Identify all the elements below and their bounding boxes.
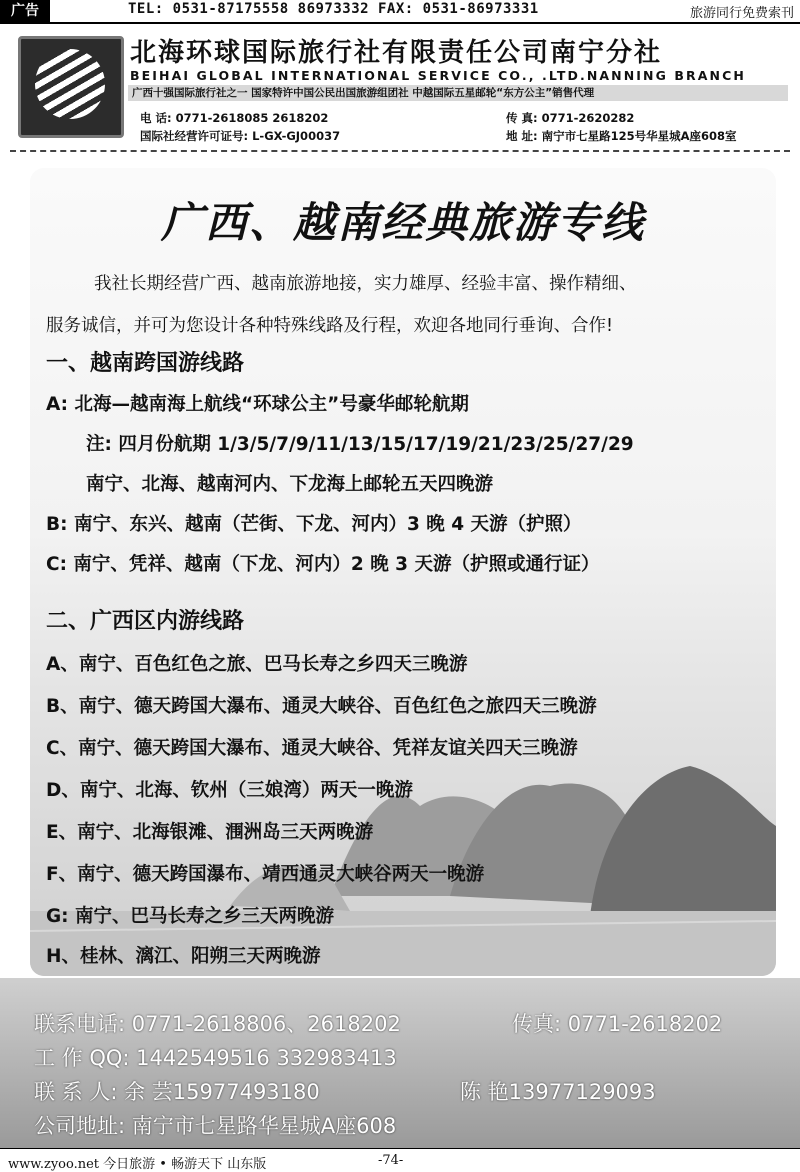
footer-phone: 联系电话: 0771-2618806、2618202	[34, 1012, 401, 1036]
section-guangxi-heading: 二、广西区内游线路	[46, 609, 245, 634]
gx-route-d: D、南宁、北海、钦州（三娘湾）两天一晚游	[46, 780, 413, 801]
index-note: 旅游同行免费索刊	[689, 6, 794, 21]
intro-line-1: 我社长期经营广西、越南旅游地接，实力雄厚、经验丰富、操作精细、	[94, 274, 637, 294]
company-header	[10, 28, 790, 152]
company-tagline: 广西十强国际旅行社之一 国家特许中国公民出国旅游组团社 中越国际五星邮轮“东方公主”销售代理	[128, 85, 788, 101]
intro-line-2: 服务诚信，并可为您设计各种特殊线路及行程，欢迎各地同行垂询、合作!	[46, 316, 614, 336]
gx-route-f: F、南宁、德天跨国瀑布、靖西通灵大峡谷两天一晚游	[46, 864, 485, 885]
route-a-note: 注: 四月份航期 1/3/5/7/9/11/13/15/17/19/21/23/25/27/29	[86, 434, 634, 455]
section-vietnam-heading: 一、越南跨国游线路	[46, 351, 245, 376]
company-name-en: BEIHAI GLOBAL INTERNATIONAL SERVICE CO., .LTD.NANNING BRANCH	[130, 68, 746, 83]
footer-fax: 传真: 0771-2618202	[512, 1012, 723, 1036]
header-phone: 电 话: 0771-2618085 2618202	[140, 111, 329, 125]
gx-route-a: A、南宁、百色红色之旅、巴马长寿之乡四天三晚游	[46, 654, 468, 675]
company-name-cn: 北海环球国际旅行社有限责任公司南宁分社	[130, 38, 663, 68]
route-a: A: 北海—越南海上航线“环球公主”号豪华邮轮航期	[46, 394, 469, 415]
top-bar	[0, 0, 800, 24]
gx-route-b: B、南宁、德天跨国大瀑布、通灵大峡谷、百色红色之旅四天三晚游	[46, 696, 597, 717]
gx-route-c: C、南宁、德天跨国大瀑布、通灵大峡谷、凭祥友谊关四天三晚游	[46, 738, 578, 759]
route-a-detail: 南宁、北海、越南河内、下龙海上邮轮五天四晚游	[86, 474, 494, 495]
ad-tag: 广告	[0, 0, 50, 22]
gx-route-g: G: 南宁、巴马长寿之乡三天两晚游	[46, 906, 335, 927]
page-number: -74-	[378, 1153, 404, 1168]
footer-address: 公司地址: 南宁市七星路华星城A座608	[34, 1114, 397, 1138]
footer-contact-1: 联 系 人: 余 芸15977493180	[34, 1080, 320, 1104]
company-logo	[18, 36, 124, 138]
header-fax: 传 真: 0771-2620282	[506, 111, 635, 125]
footer-qq: 工 作 QQ: 1442549516 332983413	[34, 1046, 397, 1070]
site-credit: www.zyoo.net 今日旅游 • 畅游天下 山东版	[8, 1157, 267, 1172]
gx-route-h: H、桂林、漓江、阳朔三天两晚游	[46, 946, 321, 967]
header-address: 地 址: 南宁市七星路125号华星城A座608室	[506, 129, 737, 143]
route-b: B: 南宁、东兴、越南（芒街、下龙、河内）3 晚 4 天游（护照）	[46, 514, 582, 535]
tel-fax-line: TEL: 0531-87175558 86973332 FAX: 0531-86973331	[128, 1, 539, 17]
contact-footer	[0, 978, 800, 1148]
bottom-bar	[0, 1148, 800, 1172]
globe-icon	[35, 49, 105, 119]
gx-route-e: E、南宁、北海银滩、涠洲岛三天两晚游	[46, 822, 374, 843]
footer-contact-2: 陈 艳13977129093	[460, 1080, 656, 1104]
route-c: C: 南宁、凭祥、越南（下龙、河内）2 晚 3 天游（护照或通行证）	[46, 554, 600, 575]
page-title: 广西、越南经典旅游专线	[160, 198, 645, 247]
main-panel	[30, 168, 776, 976]
license-number: 国际社经营许可证号: L-GX-GJ00037	[140, 129, 341, 143]
